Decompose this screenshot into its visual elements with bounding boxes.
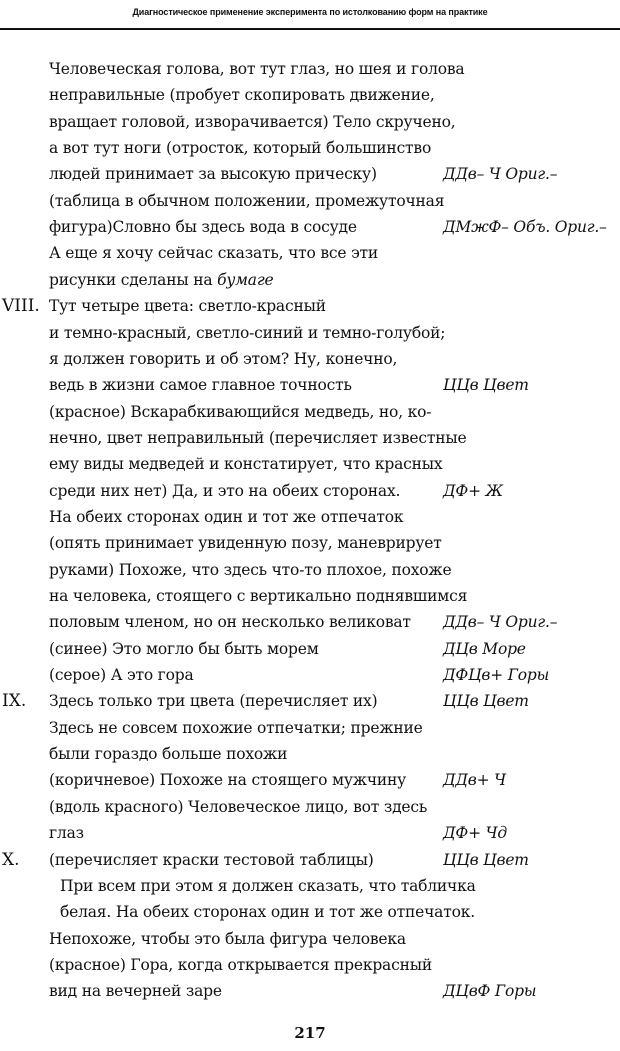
protocol-line [0,688,620,714]
protocol-line [0,82,620,108]
protocol-line [0,530,620,556]
response-text-main: (вдоль красного) Человеческое лицо, вот здесь [49,797,428,816]
response-text [49,688,377,714]
response-text [49,767,406,793]
header-rule [0,28,620,30]
response-text-main: ведь в жизни самое главное точность [49,376,352,395]
response-text [49,320,445,346]
response-text-main: вращает головой, изворачивается) Тело скручено, [49,112,456,131]
response-text [49,399,431,425]
protocol-line [0,478,620,504]
protocol-line [0,267,620,293]
protocol-line [0,240,620,266]
scoring-code: ДФ+ Чд [443,824,507,843]
protocol-line [0,794,620,820]
protocol-line [0,820,620,846]
response-text-main: (таблица в обычном положении, промежуточная [49,191,445,210]
protocol-line [0,557,620,583]
protocol-line [0,952,620,978]
response-text [49,451,442,477]
response-text-main: людей принимает за высокую прическу) [49,165,377,184]
response-text-main: (красное) Вскарабкивающийся медведь, но, ко- [49,402,432,421]
response-text-main: А еще я хочу сейчас сказать, что все эти [49,244,379,263]
protocol-line [0,926,620,952]
protocol-line [0,847,620,873]
response-text [60,873,476,899]
response-text-italic: бумаге [217,270,274,289]
response-text [49,372,352,398]
protocol-line [0,399,620,425]
response-text-main: На обеих сторонах один и тот же отпечаток [49,507,404,526]
scoring-code: ДЦв Море [443,639,526,658]
protocol-line [0,504,620,530]
scoring-code: ЦЦв Цвет [443,692,529,711]
response-text-main: Здесь только три цвета (перечисляет их) [49,692,378,711]
response-text-main: (коричневое) Похоже на стоящего мужчину [49,771,407,790]
response-text-main: (синее) Это могло бы быть морем [49,639,319,658]
response-text-main: (опять принимает увиденную позу, маневрирует [49,534,442,553]
response-text [49,978,222,1004]
response-text [49,161,377,187]
scoring-code: ДФЦв+ Горы [443,666,550,685]
protocol-line [0,425,620,451]
response-text-main: Непохоже, чтобы это была фигура человека [49,929,406,948]
scoring-code: ДДв– Ч Ориг.– [443,165,558,184]
response-text [49,530,442,556]
protocol-line [0,899,620,925]
response-text-main: вид на вечерней заре [49,982,222,1001]
protocol-line [0,662,620,688]
protocol-line [0,214,620,240]
response-text [49,346,397,372]
response-text [49,715,423,741]
response-text-main: (красное) Гора, когда открывается прекрасный [49,955,432,974]
response-text [49,267,273,293]
response-text [49,425,467,451]
table-number: VIII. [2,296,40,317]
scoring-code: ДМжФ– Объ. Ориг.– [443,218,607,237]
protocol-line [0,346,620,372]
response-text-main: были гораздо больше похожи [49,745,288,764]
response-text-main: нечно, цвет неправильный (перечисляет известные [49,428,467,447]
response-text [49,109,455,135]
protocol-line [0,372,620,398]
response-text [49,847,374,873]
protocol-line [0,293,620,319]
protocol-line [0,135,620,161]
response-text [49,135,431,161]
protocol-line [0,741,620,767]
response-text [49,214,357,240]
protocol-line [0,109,620,135]
protocol-line [0,56,620,82]
protocol-line [0,583,620,609]
response-text-main: а вот тут ноги (отросток, который большинство [49,139,432,158]
response-text-main: и темно-красный, светло-синий и темно-голубой; [49,323,446,342]
response-text [49,820,84,846]
scoring-code: ДФ+ Ж [443,481,503,500]
response-text-main: Тут четыре цвета: светло-красный [49,297,326,316]
response-text-main: белая. На обеих сторонах один и тот же отпечаток. [60,903,475,922]
response-text-main: руками) Похоже, что здесь что-то плохое, похоже [49,560,452,579]
response-text-main: среди них нет) Да, и это на обеих сторонах. [49,481,401,500]
response-text-main: на человека, стоящего с вертикально поднявшимся [49,587,468,605]
table-number: IX. [2,691,27,712]
response-text-main: При всем при этом я должен сказать, что табличка [60,876,476,895]
response-text [60,899,475,925]
response-text [49,636,319,662]
protocol-line [0,636,620,662]
response-text [49,82,435,108]
response-text-main: я должен говорить и об этом? Ну, конечно, [49,349,398,368]
protocol-line [0,188,620,214]
scoring-code: ДДв+ Ч [443,771,506,790]
running-header: Диагностическое применение эксперимента по истолкованию форм на практике [132,7,488,17]
protocol-line [0,451,620,477]
response-text-main: глаз [49,824,84,843]
response-text [49,662,194,688]
scoring-code: ДЦвФ Горы [443,982,537,1001]
page-number: 217 [294,1024,326,1042]
response-text-main: (перечисляет краски тестовой таблицы) [49,850,374,869]
protocol-line [0,978,620,1004]
response-text-main: ему виды медведей и констатирует, что красных [49,455,443,474]
response-text-main: Человеческая голова, вот тут глаз, но шея и голова [49,60,465,78]
scoring-code: ЦЦв Цвет [443,850,529,869]
response-text-main: неправильные (пробует скопировать движение, [49,86,435,105]
response-text-main: (серое) А это гора [49,666,194,685]
response-text [49,293,326,319]
response-text-main: рисунки сделаны на [49,270,218,289]
protocol-line [0,767,620,793]
response-text [49,478,400,504]
response-text [49,557,451,583]
response-text [49,583,467,609]
scoring-code: ДДв– Ч Ориг.– [443,613,558,632]
protocol-line [0,873,620,899]
response-text [49,926,406,952]
response-text [49,741,287,767]
response-text [49,56,464,82]
scoring-code: ЦЦв Цвет [443,376,529,395]
table-number: X. [2,849,20,870]
response-text-main: фигура)Словно бы здесь вода в сосуде [49,218,357,237]
response-text-main: половым членом, но он несколько великоват [49,613,411,632]
protocol-line [0,320,620,346]
response-text [49,952,432,978]
response-text [49,240,378,266]
response-text [49,609,411,635]
response-text-main: Здесь не совсем похожие отпечатки; прежние [49,718,423,737]
response-text [49,794,427,820]
protocol-line [0,161,620,187]
response-text [49,504,403,530]
response-text [49,188,444,214]
protocol-line [0,609,620,635]
protocol-line [0,715,620,741]
